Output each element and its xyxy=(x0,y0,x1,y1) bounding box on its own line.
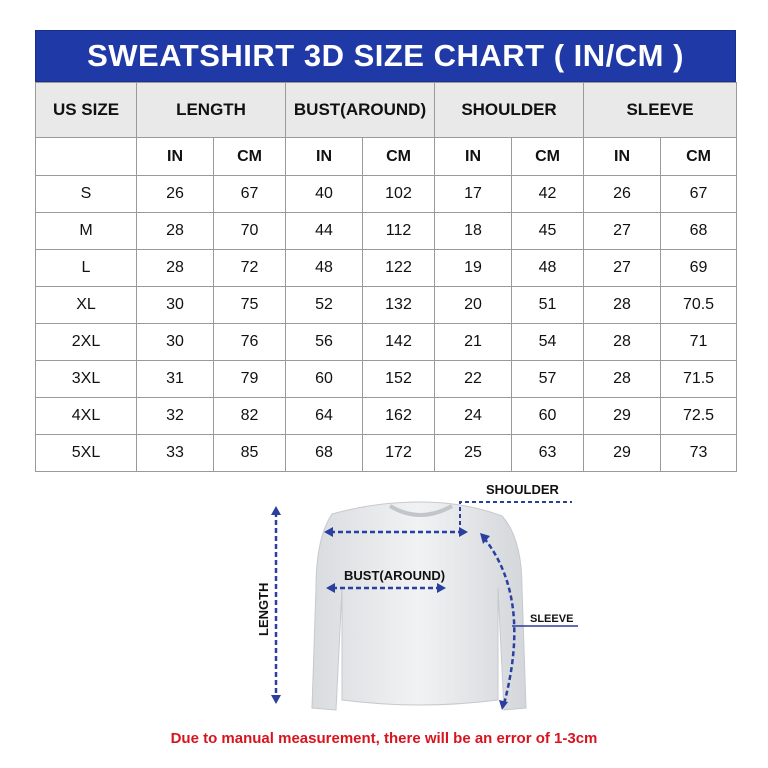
measurement-cell: 48 xyxy=(286,250,363,287)
measurement-cell: 79 xyxy=(214,361,286,398)
measurement-cell: 72.5 xyxy=(661,398,737,435)
unit-cell: IN xyxy=(286,138,363,176)
unit-blank xyxy=(36,138,137,176)
measurement-cell: 132 xyxy=(363,287,435,324)
measurement-cell: 29 xyxy=(584,435,661,472)
table-row xyxy=(36,176,737,213)
size-label-cell: 3XL xyxy=(36,361,137,398)
header-sleeve: SLEEVE xyxy=(584,83,737,138)
measurement-cell: 60 xyxy=(286,361,363,398)
measurement-cell: 17 xyxy=(435,176,512,213)
measurement-cell: 21 xyxy=(435,324,512,361)
header-length: LENGTH xyxy=(137,83,286,138)
unit-row xyxy=(36,138,737,176)
unit-cell: CM xyxy=(214,138,286,176)
unit-cell: CM xyxy=(363,138,435,176)
measurement-cell: 19 xyxy=(435,250,512,287)
sweatshirt-diagram xyxy=(240,478,600,718)
measurement-cell: 152 xyxy=(363,361,435,398)
measurement-cell: 76 xyxy=(214,324,286,361)
measurement-cell: 18 xyxy=(435,213,512,250)
measurement-cell: 25 xyxy=(435,435,512,472)
measurement-cell: 52 xyxy=(286,287,363,324)
measurement-cell: 71 xyxy=(661,324,737,361)
measurement-cell: 142 xyxy=(363,324,435,361)
measurement-cell: 26 xyxy=(137,176,214,213)
table-row xyxy=(36,250,737,287)
table-body xyxy=(36,176,737,472)
measurement-cell: 63 xyxy=(512,435,584,472)
header-shoulder: SHOULDER xyxy=(435,83,584,138)
table-row xyxy=(36,435,737,472)
size-table xyxy=(35,82,737,472)
unit-cell: IN xyxy=(435,138,512,176)
header-bust: BUST(AROUND) xyxy=(286,83,435,138)
measurement-cell: 73 xyxy=(661,435,737,472)
measurement-cell: 28 xyxy=(584,287,661,324)
measurement-cell: 28 xyxy=(584,324,661,361)
table-row xyxy=(36,398,737,435)
measurement-cell: 30 xyxy=(137,287,214,324)
measurement-cell: 42 xyxy=(512,176,584,213)
measurement-cell: 60 xyxy=(512,398,584,435)
measurement-cell: 64 xyxy=(286,398,363,435)
measurement-cell: 28 xyxy=(137,213,214,250)
measurement-cell: 85 xyxy=(214,435,286,472)
measurement-cell: 51 xyxy=(512,287,584,324)
measurement-cell: 26 xyxy=(584,176,661,213)
size-label-cell: 2XL xyxy=(36,324,137,361)
header-row xyxy=(36,83,737,138)
length-arrowhead xyxy=(271,506,281,515)
measurement-cell: 67 xyxy=(214,176,286,213)
measurement-cell: 72 xyxy=(214,250,286,287)
table-row xyxy=(36,324,737,361)
measurement-cell: 32 xyxy=(137,398,214,435)
measurement-cell: 56 xyxy=(286,324,363,361)
measurement-cell: 48 xyxy=(512,250,584,287)
table-row xyxy=(36,287,737,324)
measurement-cell: 27 xyxy=(584,213,661,250)
measurement-cell: 122 xyxy=(363,250,435,287)
measurement-cell: 30 xyxy=(137,324,214,361)
measurement-cell: 67 xyxy=(661,176,737,213)
size-label-cell: 4XL xyxy=(36,398,137,435)
measurement-cell: 102 xyxy=(363,176,435,213)
size-label-cell: L xyxy=(36,250,137,287)
measurement-cell: 68 xyxy=(661,213,737,250)
measurement-cell: 82 xyxy=(214,398,286,435)
measurement-cell: 162 xyxy=(363,398,435,435)
measurement-cell: 54 xyxy=(512,324,584,361)
unit-cell: IN xyxy=(584,138,661,176)
chart-title: SWEATSHIRT 3D SIZE CHART ( IN/CM ) xyxy=(35,30,736,82)
unit-cell: IN xyxy=(137,138,214,176)
measurement-cell: 71.5 xyxy=(661,361,737,398)
sleeve-label: SLEEVE xyxy=(530,613,574,625)
length-arrowhead xyxy=(271,695,281,704)
measurement-note: Due to manual measurement, there will be an error of 1-3cm xyxy=(170,730,598,747)
measurement-cell: 22 xyxy=(435,361,512,398)
shoulder-label: SHOULDER xyxy=(486,482,559,497)
size-label-cell: S xyxy=(36,176,137,213)
measurement-cell: 70.5 xyxy=(661,287,737,324)
measurement-cell: 20 xyxy=(435,287,512,324)
measurement-cell: 44 xyxy=(286,213,363,250)
measurement-cell: 28 xyxy=(584,361,661,398)
header-us-size: US SIZE xyxy=(36,83,137,138)
bust-label: BUST(AROUND) xyxy=(344,568,446,583)
table-row xyxy=(36,213,737,250)
measurement-cell: 112 xyxy=(363,213,435,250)
measurement-cell: 45 xyxy=(512,213,584,250)
size-label-cell: 5XL xyxy=(36,435,137,472)
measurement-cell: 172 xyxy=(363,435,435,472)
length-label: LENGTH xyxy=(256,582,271,636)
measurement-cell: 70 xyxy=(214,213,286,250)
measurement-cell: 57 xyxy=(512,361,584,398)
measurement-cell: 24 xyxy=(435,398,512,435)
measurement-cell: 29 xyxy=(584,398,661,435)
unit-cell: CM xyxy=(661,138,737,176)
measurement-cell: 40 xyxy=(286,176,363,213)
measurement-cell: 28 xyxy=(137,250,214,287)
measurement-cell: 31 xyxy=(137,361,214,398)
size-label-cell: XL xyxy=(36,287,137,324)
measurement-cell: 69 xyxy=(661,250,737,287)
measurement-cell: 75 xyxy=(214,287,286,324)
measurement-cell: 27 xyxy=(584,250,661,287)
measurement-cell: 68 xyxy=(286,435,363,472)
table-row xyxy=(36,361,737,398)
measurement-cell: 33 xyxy=(137,435,214,472)
unit-cell: CM xyxy=(512,138,584,176)
size-label-cell: M xyxy=(36,213,137,250)
